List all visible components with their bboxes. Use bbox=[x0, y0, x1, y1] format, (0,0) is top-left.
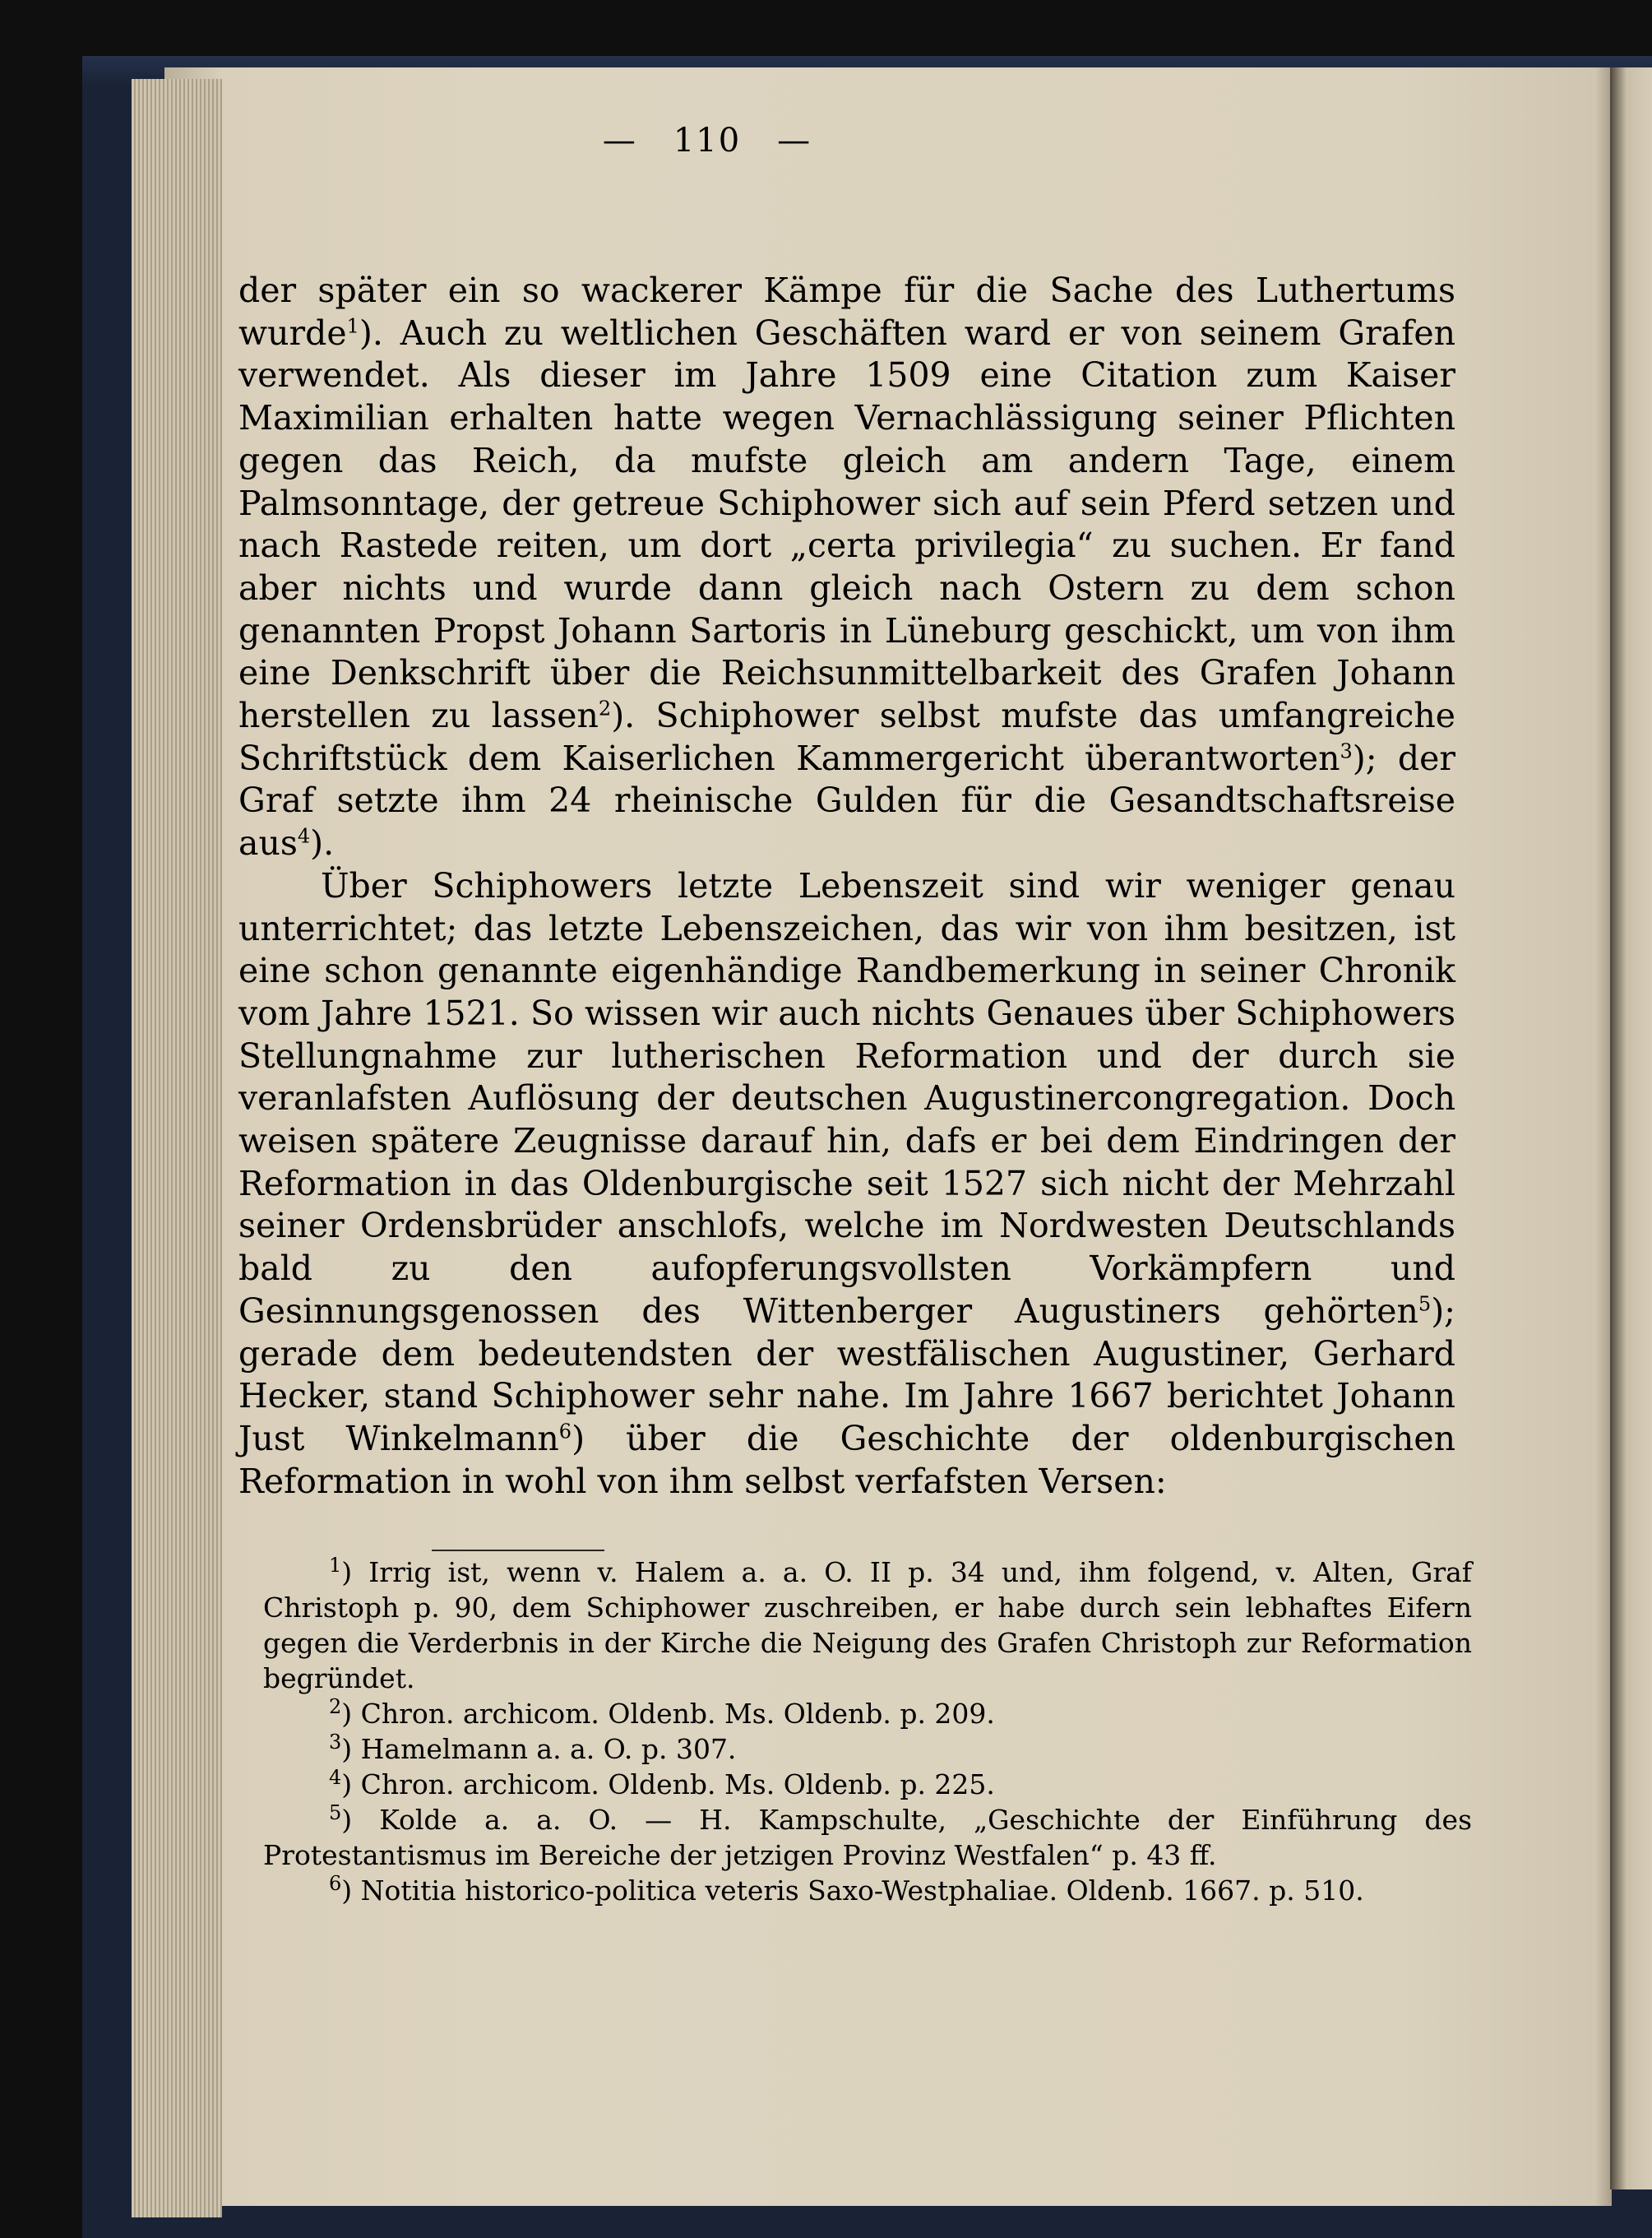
paragraph-2 bbox=[238, 865, 1455, 1504]
footnote-ref-6: 6 bbox=[558, 1420, 572, 1443]
header-dash-left: — bbox=[602, 122, 637, 160]
footnote-separator bbox=[432, 1550, 604, 1551]
footnote-ref-3: 3 bbox=[1340, 739, 1353, 763]
footnote-number: 3 bbox=[329, 1731, 342, 1754]
footnote bbox=[263, 1767, 1472, 1802]
page-number: 110 bbox=[673, 122, 742, 160]
p1-text-4: ); der Graf setzte ihm 24 rheinische Gulden für die Gesandtschaftsreise aus bbox=[238, 738, 1455, 864]
header-dash-right: — bbox=[777, 122, 812, 160]
footnote-text: ) Chron. archicom. Oldenb. Ms. Oldenb. p. 225. bbox=[341, 1768, 995, 1800]
body-text bbox=[238, 270, 1455, 1503]
footnote-number: 6 bbox=[329, 1872, 342, 1895]
footnotes bbox=[263, 1555, 1472, 1908]
footnote-text: ) Hamelmann a. a. O. p. 307. bbox=[341, 1733, 737, 1765]
p1-text-3: ). Schiphower selbst mufste das umfangreiche Schriftstück dem Kaiserlichen Kammergericht überantworten bbox=[238, 696, 1455, 778]
footnote-text: ) Chron. archicom. Oldenb. Ms. Oldenb. p. 209. bbox=[341, 1698, 995, 1730]
footnote bbox=[263, 1555, 1472, 1696]
footnote-number: 1 bbox=[329, 1554, 342, 1577]
p1-text-5: ). bbox=[310, 823, 335, 864]
footnote-ref-5: 5 bbox=[1418, 1292, 1432, 1316]
p2-text-2: ); gerade dem bedeutendsten der westfälischen Augustiner, Gerhard Hecker, stand Schiphower sehr nahe. Im Jahre 1667 berichtet Johann Just Winkelmann bbox=[238, 1290, 1455, 1458]
footnote-text: ) Notitia historico-politica veteris Saxo-Westphaliae. Oldenb. 1667. p. 510. bbox=[341, 1874, 1364, 1907]
footnote-number: 2 bbox=[329, 1695, 342, 1718]
footnote bbox=[263, 1802, 1472, 1873]
footnote-number: 5 bbox=[329, 1801, 342, 1824]
p1-text-1: der später ein so wackerer Kämpe für die Sache des Luthertums wurde bbox=[238, 271, 1455, 353]
footnote-text: ) Kolde a. a. O. — H. Kampschulte, „Geschichte der Einführung des Protestantismus im Bereiche der jetzigen Provinz Westfalen“ p. 43 ff. bbox=[263, 1804, 1472, 1871]
footnote-ref-4: 4 bbox=[297, 824, 311, 848]
p2-text-3: ) über die Geschichte der oldenburgischen Reformation in wohl von ihm selbst verfafsten Versen: bbox=[238, 1418, 1455, 1501]
paragraph-1 bbox=[238, 270, 1455, 865]
page-header bbox=[0, 122, 1414, 160]
facing-page-edge bbox=[1610, 67, 1652, 2189]
footnote bbox=[263, 1696, 1472, 1731]
p2-text-1: Über Schiphowers letzte Lebenszeit sind wir weniger genau unterrichtet; das letzte Lebenszeichen, das wir von ihm besitzen, ist eine schon genannte eigenhändige Randbemerkung in seiner Chronik vom Jahre 1521. So wissen wir auch nichts Genaues über Schiphowers Stellungnahme zur lutherischen Reformation und der durch sie veranlafsten Auflösung der deutschen Augustinercongregation. Doch weisen spätere Zeugnisse darauf hin, dafs er bei dem Eindringen der Reformation in das Oldenburgische seit 1527 sich nicht der Mehrzahl seiner Ordensbrüder anschlofs, welche im Nordwesten Deutschlands bald zu den aufopferungsvollsten Vorkämpfern und Gesinnungsgenossen des Wittenberger Augustiners gehörten bbox=[238, 865, 1455, 1331]
p1-text-2: ). Auch zu weltlichen Geschäften ward er von seinem Grafen verwendet. Als dieser im Jahre 1509 eine Citation zum Kaiser Maximilian erhalten hatte wegen Vernachlässigung seiner Pflichten gegen das Reich, da mufste gleich am andern Tage, einem Palmsonntage, der getreue Schiphower sich auf sein Pferd setzen und nach Rastede reiten, um dort „certa privilegia“ zu suchen. Er fand aber nichts und wurde dann gleich nach Ostern zu dem schon genannten Propst Johann Sartoris in Lüneburg geschickt, um von ihm eine Denkschrift über die Reichsunmittelbarkeit des Grafen Johann herstellen zu lassen bbox=[238, 313, 1455, 736]
footnote-ref-1: 1 bbox=[346, 314, 359, 338]
footnote-ref-2: 2 bbox=[598, 697, 612, 721]
footnote bbox=[263, 1873, 1472, 1908]
footnote-number: 4 bbox=[329, 1766, 342, 1789]
page-stack-edges bbox=[132, 79, 222, 2217]
footnote bbox=[263, 1731, 1472, 1767]
footnote-text: ) Irrig ist, wenn v. Halem a. a. O. II p. 34 und, ihm folgend, v. Alten, Graf Christoph p. 90, dem Schiphower zuschreiben, er habe durch sein lebhaftes Eifern gegen die Verderbnis in der Kirche die Neigung des Grafen Christoph zur Reformation begründet. bbox=[263, 1556, 1472, 1694]
